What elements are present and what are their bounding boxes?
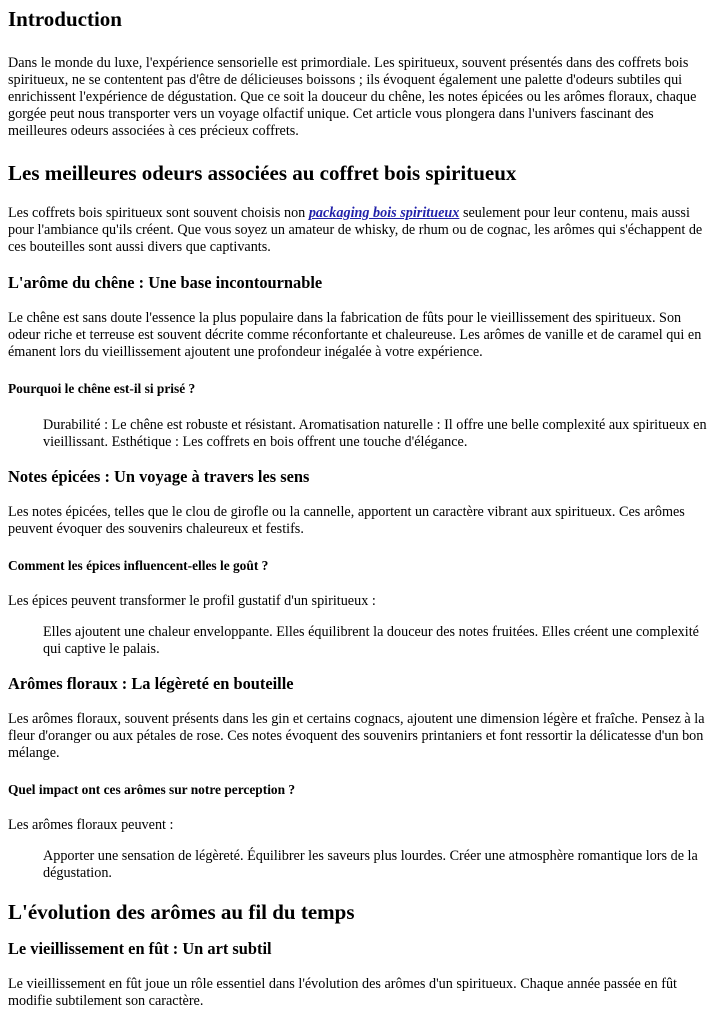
spices-question-heading: Comment les épices influencent-elles le goût ? <box>8 558 269 573</box>
spices-list: Elles ajoutent une chaleur enveloppante. Elles équilibrent la douceur des notes fruitées. Elles créent une complexité qui captive le palais. <box>43 624 699 657</box>
floral-heading: Arômes floraux : La légèreté en bouteille <box>8 674 294 693</box>
intro-paragraph: Dans le monde du luxe, l'expérience sensorielle est primordiale. Les spiritueux, souvent présentés dans des coffrets bois spiritueux, ne se contentent pas d'être de délicieuses boissons ; ils évoquent également une palette d'odeurs subtiles qui enrichissent l'expérience de dégustation. Que ce soit la douceur du chêne, les notes épicées ou les arômes floraux, chaque gorgée peut nous transporter vers un voyage olfactif unique. Cet article vous plongera dans l'univers fascinant des meilleures odeurs associées à ces précieux coffrets. <box>8 55 697 139</box>
evolution-heading: L'évolution des arômes au fil du temps <box>8 900 355 924</box>
aging-heading: Le vieillissement en fût : Un art subtil <box>8 939 272 958</box>
oak-question-heading: Pourquoi le chêne est-il si prisé ? <box>8 381 196 396</box>
best-odors-text-after: seulement pour leur contenu, mais aussi pour l'ambiance qu'ils créent. Que vous soyez un amateur de whisky, de rhum ou de cognac, les arômes qui s'échappent de ces bouteilles sont aussi divers que captivants. <box>8 205 703 255</box>
oak-heading: L'arôme du chêne : Une base incontournable <box>8 273 323 292</box>
floral-paragraph: Les arômes floraux, souvent présents dans les gin et certains cognacs, ajoutent une dimension légère et fraîche. Pensez à la fleur d'oranger ou aux pétales de rose. Ces notes évoquent des souvenirs printaniers et font ressortir la délicatesse d'un bon mélange. <box>8 711 705 761</box>
article <box>0 6 720 1010</box>
best-odors-paragraph <box>8 205 712 256</box>
oak-paragraph: Le chêne est sans doute l'essence la plus populaire dans la fabrication de fûts pour le vieillissement des spiritueux. Son odeur riche et terreuse est souvent décrite comme réconfortante et chaleureuse. Les arômes de vanille et de caramel qui en émanent lors du vieillissement ajoutent une profondeur inégalée à votre expérience. <box>8 310 702 360</box>
floral-list: Apporter une sensation de légèreté. Équilibrer les saveurs plus lourdes. Créer une atmosphère romantique lors de la dégustation. <box>43 848 698 881</box>
oak-list: Durabilité : Le chêne est robuste et résistant. Aromatisation naturelle : Il offre une belle complexité aux spiritueux en vieillissant. Esthétique : Les coffrets en bois offrent une touche d'élégance. <box>43 417 707 450</box>
best-odors-text-before: Les coffrets bois spiritueux sont souvent choisis non <box>8 205 309 221</box>
best-odors-heading: Les meilleures odeurs associées au coffret bois spiritueux <box>8 161 517 185</box>
packaging-link[interactable]: packaging bois spiritueux <box>308 205 460 221</box>
floral-question-heading: Quel impact ont ces arômes sur notre perception ? <box>8 782 296 797</box>
floral-intro: Les arômes floraux peuvent : <box>8 817 174 833</box>
spices-paragraph: Les notes épicées, telles que le clou de girofle ou la cannelle, apportent un caractère vibrant aux spiritueux. Ces arômes peuvent évoquer des souvenirs chaleureux et festifs. <box>8 504 685 537</box>
spices-heading: Notes épicées : Un voyage à travers les sens <box>8 467 310 486</box>
intro-heading: Introduction <box>8 7 122 31</box>
aging-paragraph: Le vieillissement en fût joue un rôle essentiel dans l'évolution des arômes d'un spiritueux. Chaque année passée en fût modifie subtilement son caractère. <box>8 976 677 1009</box>
spices-intro: Les épices peuvent transformer le profil gustatif d'un spiritueux : <box>8 593 376 609</box>
